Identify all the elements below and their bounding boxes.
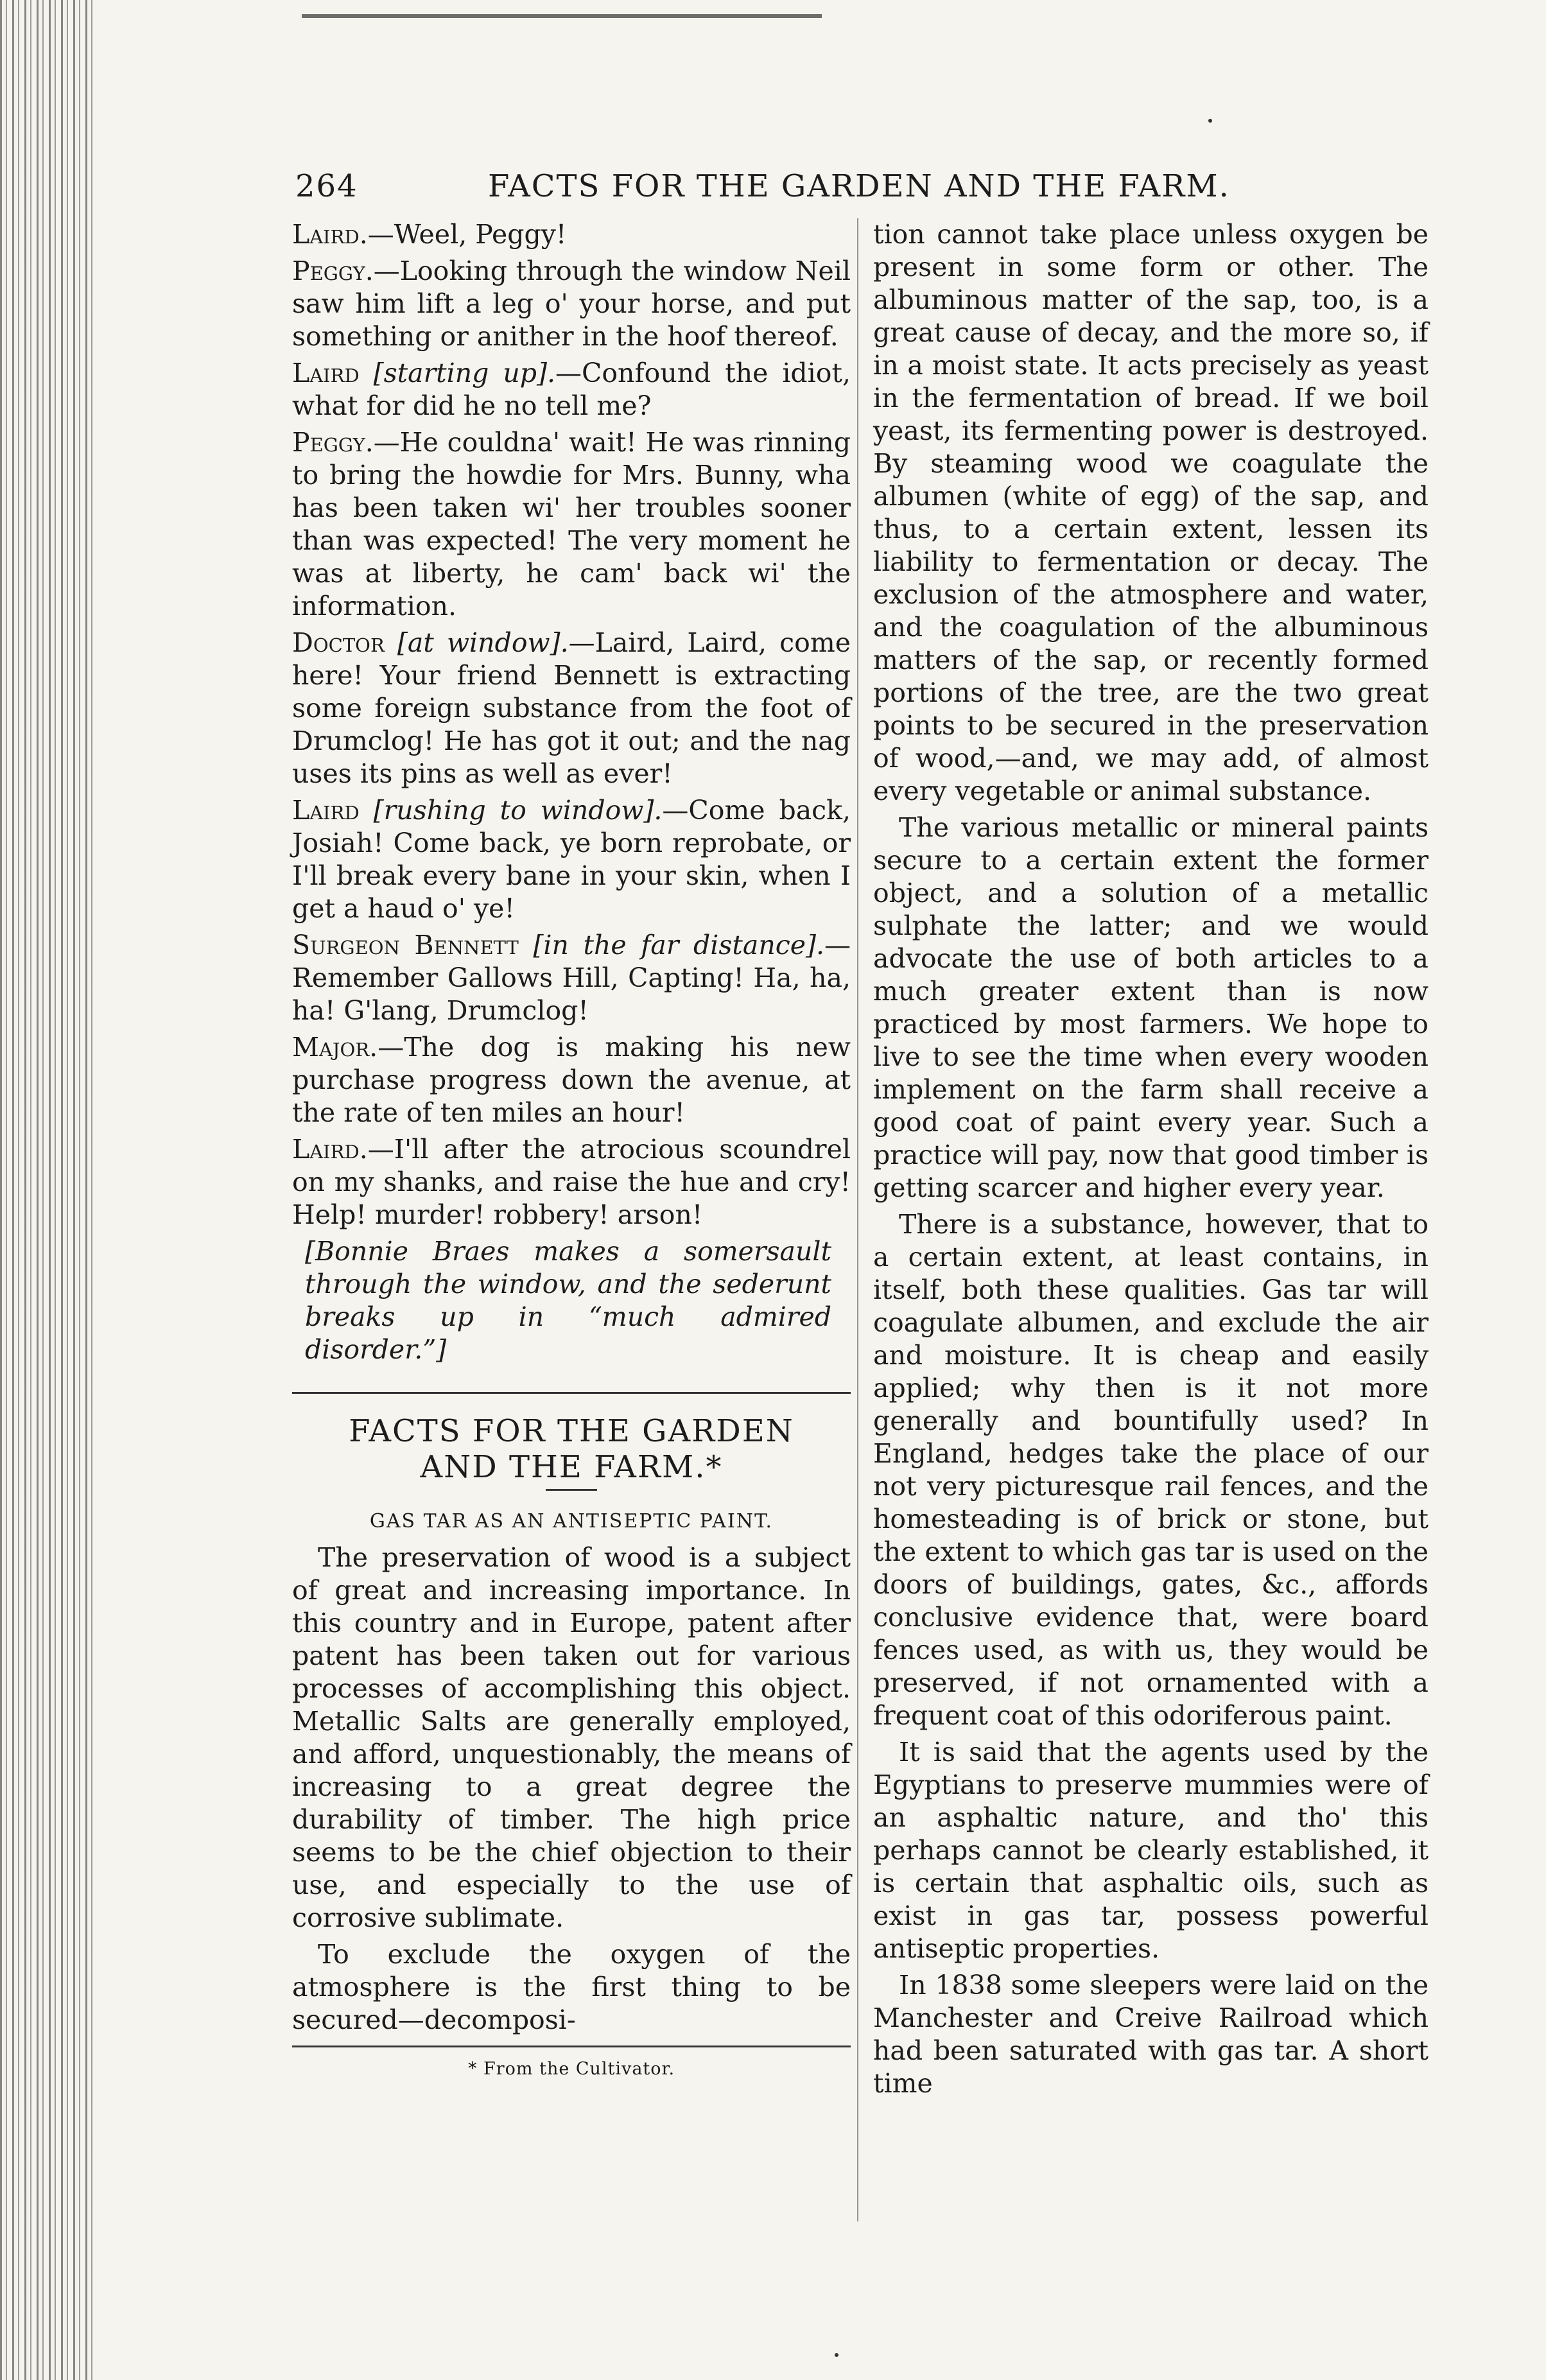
dialogue-line: Surgeon Bennett [in the far distance].—Remember Gallows Hill, Capting! Ha, ha, ha! G'lang, Drumclog! bbox=[292, 930, 851, 1026]
footnote: * From the Cultivator. bbox=[467, 2059, 675, 2079]
title-rule bbox=[546, 1489, 597, 1491]
section-title: FACTS FOR THE GARDEN AND THE FARM.* bbox=[349, 1413, 794, 1485]
subheading: GAS TAR AS AN ANTISEPTIC PAINT. bbox=[369, 1510, 774, 1533]
column-divider bbox=[857, 218, 858, 2221]
section-divider bbox=[292, 1392, 851, 1394]
stage-direction: [Bonnie Braes makes a somersault through the window, and the sederunt breaks up in “much admired disorder.”] bbox=[305, 1236, 831, 1365]
article-paragraph: To exclude the oxygen of the atmosphere is the first thing to be secured—decomposi- bbox=[292, 1939, 851, 2035]
dialogue-line: Laird [rushing to window].—Come back, Josiah! Come back, ye born reprobate, or I'll break every bane in your skin, when I get a haud o' ye! bbox=[292, 795, 851, 924]
print-speck bbox=[1208, 119, 1212, 123]
left-column bbox=[292, 218, 851, 2085]
top-rule bbox=[302, 14, 822, 18]
article-paragraph: It is said that the agents used by the Egyptians to preserve mummies were of an asphaltic nature, and tho' this perhaps cannot be clearly established, it is certain that asphaltic oils, such as exist in gas tar, possess powerful antiseptic properties. bbox=[873, 1737, 1429, 1964]
dialogue-line: Doctor [at window].—Laird, Laird, come here! Your friend Bennett is extracting some foreign substance from the foot of Drumclog! He has got it out; and the nag uses its pins as well as ever! bbox=[292, 627, 851, 789]
article-paragraph: There is a substance, however, that to a certain extent, at least contains, in itself, both these qualities. Gas tar will coagulate albumen, and exclude the air and moisture. It is cheap and easily applied; why then is it not more generally and bountifully used? In England, hedges take the place of our not very picturesque rail fences, and the homesteading is of brick or stone, but the extent to which gas tar is used on the doors of buildings, gates, &c., affords conclusive evidence that, were board fences used, as with us, they would be preserved, if not ornamented with a frequent coat of this odoriferous paint. bbox=[873, 1209, 1429, 1731]
dialogue-line: Laird.—Weel, Peggy! bbox=[292, 219, 567, 250]
page-header bbox=[295, 168, 1445, 213]
article-paragraph: In 1838 some sleepers were laid on the Manchester and Creive Railroad which had been saturated with gas tar. A short time bbox=[873, 1970, 1429, 2099]
dialogue-line: Peggy.—He couldna' wait! He was rinning to bring the howdie for Mrs. Bunny, wha has been taken wi' her troubles sooner than was expected! The very moment he was at liberty, he cam' back wi' the information. bbox=[292, 427, 851, 621]
right-column bbox=[873, 218, 1429, 2104]
print-speck bbox=[835, 2353, 838, 2357]
page-number: 264 bbox=[295, 168, 358, 204]
article-paragraph: The various metallic or mineral paints secure to a certain extent the former object, and a solution of a metallic sulphate the latter; and we would advocate the use of both articles to a much greater extent than is now practiced by most farmers. We hope to live to see the time when every wooden implement on the farm shall receive a good coat of paint every year. Such a practice will pay, now that good timber is getting scarcer and higher every year. bbox=[873, 812, 1429, 1203]
dialogue-line: Major.—The dog is making his new purchase progress down the avenue, at the rate of ten miles an hour! bbox=[292, 1032, 851, 1128]
article-paragraph: The preservation of wood is a subject of great and increasing importance. In this country and in Europe, patent after patent has been taken out for various processes of accomplishing this object. Metallic Salts are generally employed, and afford, unquestionably, the means of increasing to a great degree the durability of timber. The high price seems to be the chief objection to their use, and especially to the use of corrosive sublimate. bbox=[292, 1542, 851, 1933]
dialogue-line: Laird [starting up].—Confound the idiot, what for did he no tell me? bbox=[292, 358, 851, 421]
page-binding-edge bbox=[0, 0, 96, 2380]
footnote-rule bbox=[292, 2046, 851, 2047]
running-title: FACTS FOR THE GARDEN AND THE FARM. bbox=[488, 168, 1230, 204]
dialogue-line: Laird.—I'll after the atrocious scoundrel on my shanks, and raise the hue and cry! Help! murder! robbery! arson! bbox=[292, 1134, 851, 1230]
article-paragraph: tion cannot take place unless oxygen be present in some form or other. The albuminous matter of the sap, too, is a great cause of decay, and the more so, if in a moist state. It acts precisely as yeast in the fermentation of bread. If we boil yeast, its fermenting power is destroyed. By steaming wood we coagulate the albumen (white of egg) of the sap, and thus, to a certain extent, lessen its liability to fermentation or decay. The exclusion of the atmosphere and water, and the coagulation of the albuminous matters of the sap, or recently formed portions of the tree, are the two great points to be secured in the preservation of wood,—and, we may add, of almost every vegetable or animal substance. bbox=[873, 219, 1429, 806]
dialogue-line: Peggy.—Looking through the window Neil saw him lift a leg o' your horse, and put something or anither in the hoof thereof. bbox=[292, 256, 851, 352]
